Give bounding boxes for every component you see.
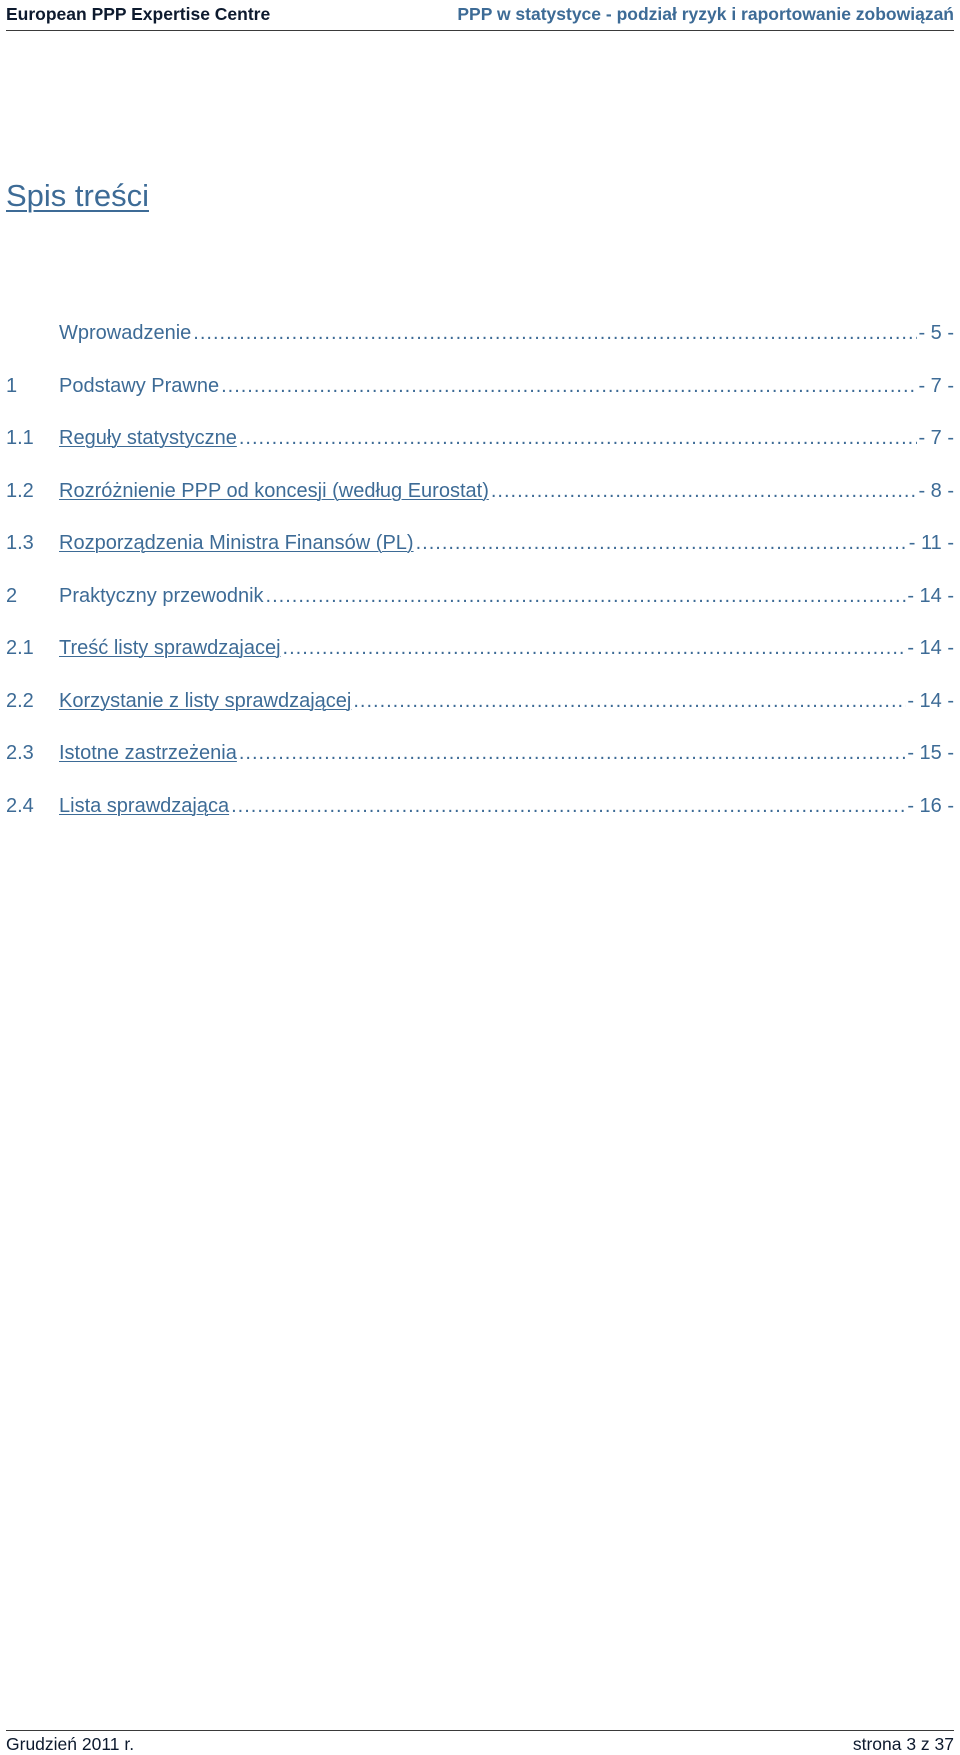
toc-dot-leader <box>221 375 917 398</box>
toc-entry[interactable] <box>6 427 954 480</box>
toc-entry-page: - 14 - <box>907 689 954 712</box>
toc-dot-leader <box>491 480 918 503</box>
toc-entry-number: 2 <box>6 584 18 607</box>
toc-entry-title[interactable]: Istotne zastrzeżenia <box>59 742 237 764</box>
toc-entry-title: Praktyczny przewodnik <box>59 584 264 607</box>
toc-entry-number: 2.4 <box>6 794 34 817</box>
toc-entry-page: - 15 - <box>907 742 954 764</box>
header-document-title: PPP w statystyce - podział ryzyk i raportowanie zobowiązań <box>457 4 954 24</box>
toc-entry-page: - 8 - <box>918 479 954 502</box>
toc-entry-title[interactable]: Rozporządzenia Ministra Finansów (PL) <box>59 532 414 554</box>
toc-entry-title[interactable]: Treść listy sprawdzajacej <box>59 637 281 659</box>
toc-entry-page: - 14 - <box>907 584 954 607</box>
toc-entry-number: 2.1 <box>6 637 34 659</box>
toc-dot-leader <box>266 585 907 608</box>
toc-dot-leader <box>416 532 908 555</box>
toc-entry[interactable] <box>6 480 954 533</box>
header-organization: European PPP Expertise Centre <box>6 4 271 24</box>
toc-entry[interactable] <box>6 795 954 848</box>
toc-entry-page: - 5 - <box>918 322 954 344</box>
toc-title[interactable]: Spis treści <box>6 178 149 213</box>
toc-dot-leader <box>193 322 917 345</box>
toc-entry[interactable] <box>6 322 954 375</box>
toc-entry-title[interactable]: Lista sprawdzająca <box>59 794 230 817</box>
toc-entry-title[interactable]: Reguły statystyczne <box>59 427 237 449</box>
toc-entry-number: 1 <box>6 374 18 397</box>
toc-entry[interactable] <box>6 742 954 795</box>
toc-dot-leader <box>239 427 918 450</box>
footer-page-number: strona 3 z 37 <box>852 1734 954 1754</box>
toc-entry[interactable] <box>6 637 954 690</box>
toc-entry[interactable] <box>6 690 954 743</box>
page-header <box>6 0 954 31</box>
toc-entry-page: - 7 - <box>918 427 954 449</box>
toc-entry-page: - 7 - <box>918 374 954 397</box>
toc-entry-title[interactable]: Korzystanie z listy sprawdzającej <box>59 689 352 712</box>
toc-entry-number: 1.3 <box>6 532 34 554</box>
toc-entry-page: - 16 - <box>907 794 954 817</box>
toc-entry-number: 1.1 <box>6 427 34 449</box>
toc-entry-number: 1.2 <box>6 479 34 502</box>
toc-dot-leader <box>239 742 906 765</box>
toc-entry-title[interactable]: Rozróżnienie PPP od koncesji (według Eurostat) <box>59 479 489 502</box>
toc-dot-leader <box>231 795 906 818</box>
footer-date: Grudzień 2011 r. <box>6 1734 135 1754</box>
table-of-contents <box>6 322 954 847</box>
toc-entry-number: 2.3 <box>6 742 34 764</box>
toc-dot-leader <box>283 637 907 660</box>
toc-dot-leader <box>353 690 906 713</box>
toc-entry[interactable] <box>6 532 954 585</box>
toc-entry-page: - 14 - <box>907 637 954 659</box>
page-footer <box>6 1730 954 1754</box>
toc-entry-number: 2.2 <box>6 689 34 712</box>
toc-entry-title: Wprowadzenie <box>59 322 192 344</box>
toc-entry-title: Podstawy Prawne <box>59 374 220 397</box>
toc-entry-page: - 11 - <box>908 532 954 554</box>
toc-entry[interactable] <box>6 585 954 638</box>
toc-entry[interactable] <box>6 375 954 428</box>
